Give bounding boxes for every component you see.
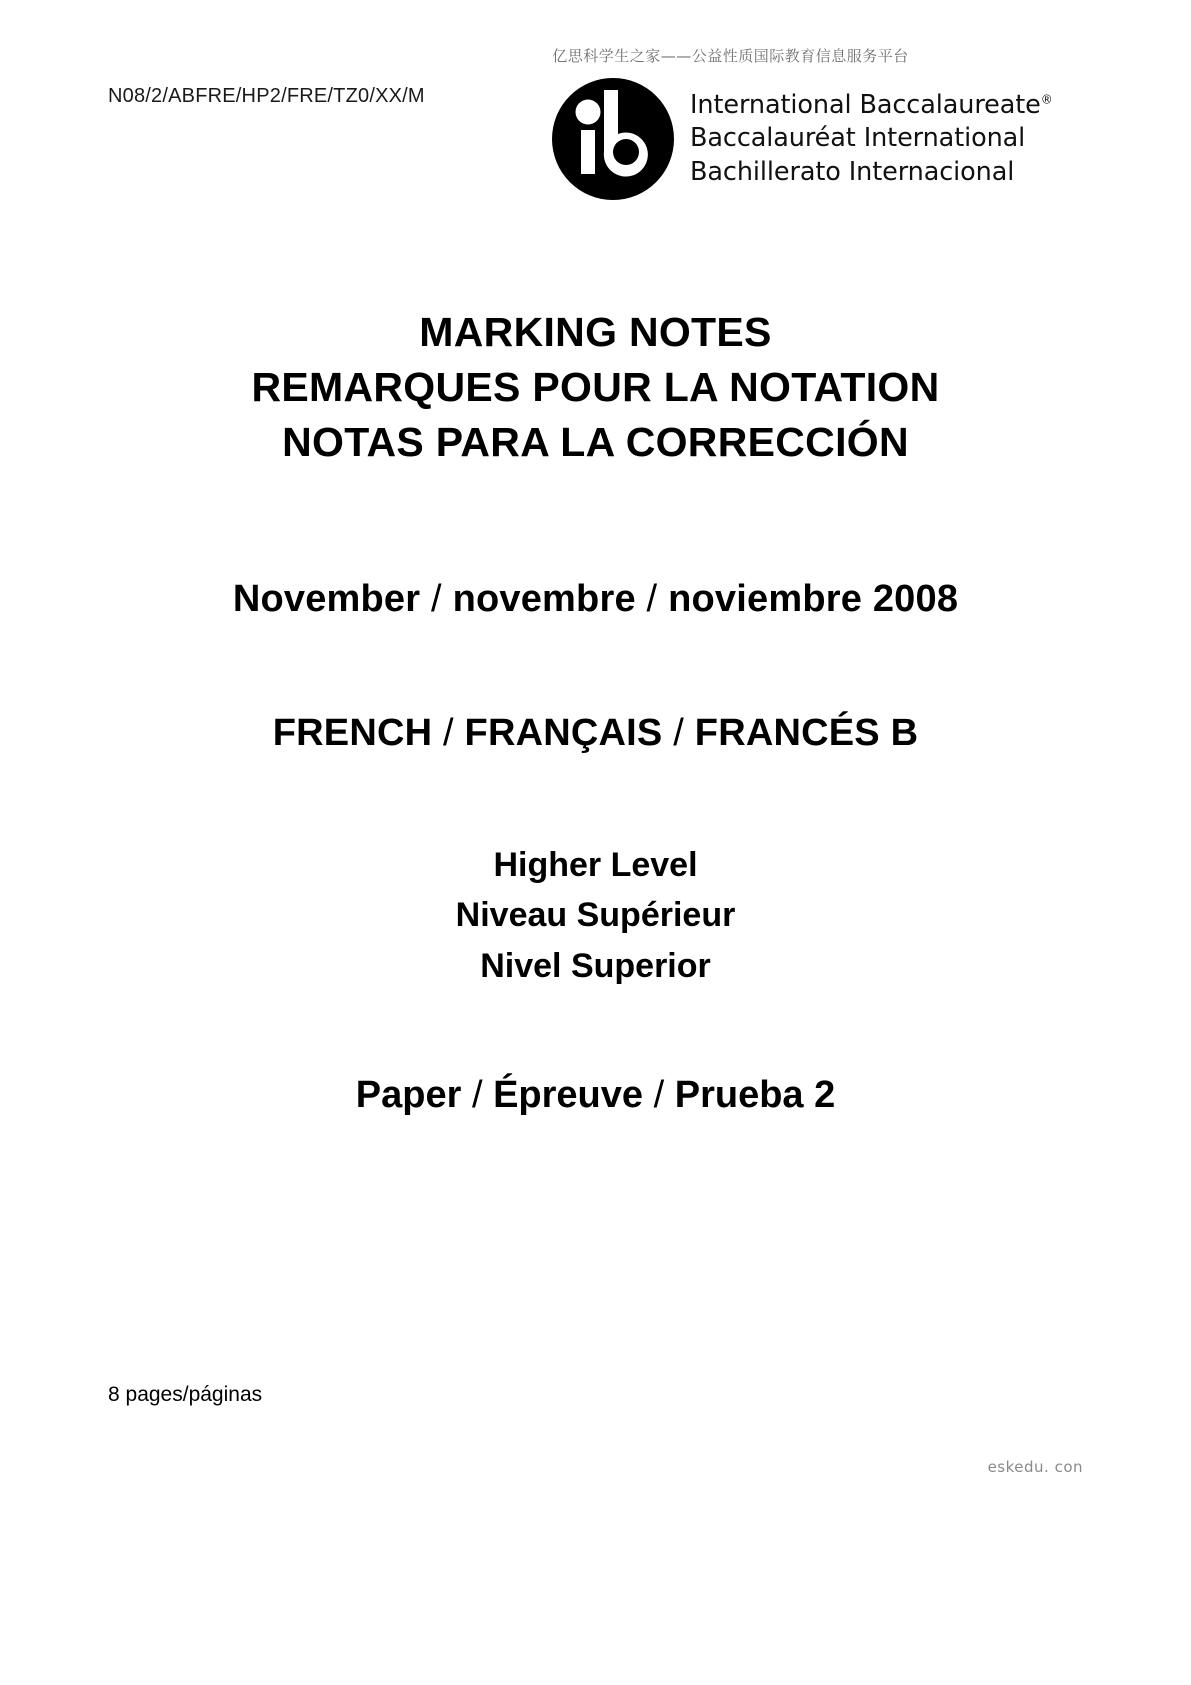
subject-separator-1: / [443, 712, 454, 754]
page-count-note: 8 pages/páginas [108, 1383, 263, 1406]
exam-code: N08/2/ABFRE/HP2/FRE/TZ0/XX/M [108, 85, 425, 107]
watermark-bottom: eskedu. con [987, 1458, 1083, 1476]
session-separator-1: / [431, 578, 442, 620]
session-year: 2008 [872, 578, 959, 620]
session-fr: novembre [452, 578, 636, 620]
registered-mark-icon: ® [1040, 92, 1053, 107]
ib-logo-mark-icon [552, 78, 674, 200]
exam-paper [0, 1074, 1191, 1117]
level-fr: Niveau Supérieur [455, 896, 736, 935]
ib-logo-line-en: International Baccalaureate [690, 90, 1041, 121]
subject-suffix: B [890, 712, 919, 754]
ib-logo-line-es: Bachillerato Internacional [690, 156, 1015, 187]
session-es: noviembre [668, 578, 863, 620]
subject-fr: FRANÇAIS [464, 712, 663, 754]
exam-session [0, 578, 1191, 621]
paper-en: Paper [355, 1074, 462, 1116]
exam-subject [0, 712, 1191, 755]
ib-logo [552, 78, 1053, 200]
watermark-top-text: 亿思科学生之家——公益性质国际教育信息服务平台 [552, 47, 909, 65]
document-title [0, 305, 1191, 470]
paper-separator-1: / [471, 1074, 483, 1116]
level-en: Higher Level [493, 846, 698, 884]
subject-es: FRANCÉS [694, 712, 880, 754]
title-line-fr: REMARQUES POUR LA NOTATION [251, 363, 940, 410]
paper-separator-2: / [653, 1074, 665, 1116]
ib-logo-text [690, 89, 1053, 188]
exam-level [0, 840, 1191, 991]
paper-fr: Épreuve [493, 1074, 644, 1116]
title-line-en: MARKING NOTES [419, 309, 772, 355]
paper-es: Prueba [674, 1074, 804, 1116]
ib-logo-line-fr: Baccalauréat International [690, 123, 1026, 154]
paper-number: 2 [814, 1074, 836, 1116]
title-line-es: NOTAS PARA LA CORRECCIÓN [282, 418, 909, 465]
subject-en: FRENCH [272, 712, 433, 754]
level-es: Nivel Superior [480, 946, 711, 985]
subject-separator-2: / [673, 712, 685, 754]
session-en: November [232, 578, 421, 620]
watermark-top [0, 45, 1191, 66]
session-separator-2: / [646, 578, 658, 620]
